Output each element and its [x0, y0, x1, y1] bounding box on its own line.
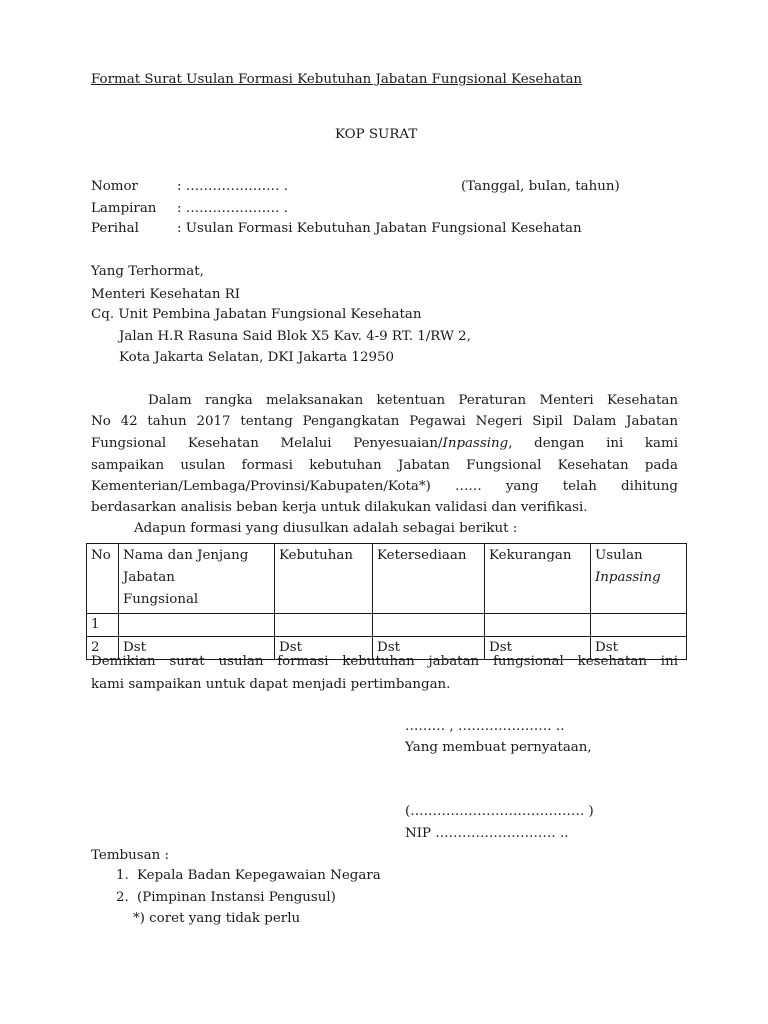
salutation: Yang Terhormat,: [91, 264, 204, 279]
signature-place-date: ……… , ………………… ..: [405, 719, 565, 734]
tembusan-item-1: Kepala Badan Kepegawaian Negara: [137, 868, 381, 883]
body-line-6: berdasarkan analisis beban kerja untuk dilakukan validasi dan verifikasi.: [91, 500, 588, 515]
header-usulan: [591, 544, 687, 614]
formasi-table: [86, 543, 687, 660]
signature-name: (………………………………… ): [405, 804, 594, 819]
body-paragraph-2: Adapun formasi yang diusulkan adalah sebagai berikut :: [134, 521, 518, 536]
recipient-unit: Cq. Unit Pembina Jabatan Fungsional Kesehatan: [91, 307, 422, 322]
header-usulan-l2: Inpassing: [595, 570, 661, 585]
nomor-label: Nomor: [91, 179, 138, 194]
perihal-value: : Usulan Formasi Kebutuhan Jabatan Fungsional Kesehatan: [177, 221, 582, 236]
document-title: Format Surat Usulan Formasi Kebutuhan Jabatan Fungsional Kesehatan: [91, 72, 583, 87]
body-line-2: No 42 tahun 2017 tentang Pengangkatan Pegawai Negeri Sipil Dalam Jabatan: [91, 414, 678, 429]
closing-line-2: kami sampaikan untuk dapat menjadi pertimbangan.: [91, 677, 451, 692]
tembusan-item-2: (Pimpinan Instansi Pengusul): [137, 890, 336, 905]
header-nama-l1: Nama dan Jenjang: [123, 548, 249, 563]
row-usulan: [591, 614, 687, 637]
header-nama: [119, 544, 275, 614]
row-ketersediaan: [373, 614, 485, 637]
row-kebutuhan: Dst: [275, 637, 373, 660]
nomor-value: : ………………… .: [177, 179, 289, 194]
lampiran-value: : ………………… .: [177, 201, 289, 216]
row-nama: Dst: [119, 637, 275, 660]
body-line-3a: Fungsional Kesehatan Melalui Penyesuaian/: [91, 436, 443, 451]
header-nama-l2: Jabatan: [123, 570, 175, 585]
perihal-label: Perihal: [91, 221, 139, 236]
closing-line-1: Demikian surat usulan formasi kebutuhan jabatan fungsional kesehatan ini: [91, 654, 678, 669]
signature-nip: NIP ……………………… ..: [405, 826, 569, 841]
row-nama: [119, 614, 275, 637]
tembusan-label: Tembusan :: [91, 848, 169, 863]
row-kekurangan: Dst: [485, 637, 591, 660]
body-line-4: sampaikan usulan formasi kebutuhan Jabatan Fungsional Kesehatan pada: [91, 458, 678, 473]
header-kebutuhan: Kebutuhan: [275, 544, 373, 614]
recipient-street: Jalan H.R Rasuna Said Blok X5 Kav. 4-9 RT. 1/RW 2,: [119, 329, 471, 344]
body-line-3: [91, 436, 678, 451]
row-usulan: Dst: [591, 637, 687, 660]
recipient: Menteri Kesehatan RI: [91, 287, 241, 302]
body-line-1: Dalam rangka melaksanakan ketentuan Peraturan Menteri Kesehatan: [148, 393, 678, 408]
inpassing-text: Inpassing: [442, 436, 509, 451]
row-kekurangan: [485, 614, 591, 637]
tembusan-number-1: 1.: [116, 868, 129, 883]
row-ketersediaan: Dst: [373, 637, 485, 660]
kop-surat: KOP SURAT: [335, 127, 418, 142]
table-header-row: [87, 544, 687, 614]
body-line-3c: , dengan ini kami: [508, 436, 678, 451]
body-line-5: Kementerian/Lembaga/Provinsi/Kabupaten/Kota*) …… yang telah dihitung: [91, 479, 678, 494]
row-no: 1: [87, 614, 119, 637]
signature-role: Yang membuat pernyataan,: [405, 740, 592, 755]
tembusan-number-2: 2.: [116, 890, 129, 905]
row-no: 2: [87, 637, 119, 660]
header-no: No: [87, 544, 119, 614]
header-ketersediaan: Ketersediaan: [373, 544, 485, 614]
header-kekurangan: Kekurangan: [485, 544, 591, 614]
header-nama-l3: Fungsional: [123, 592, 199, 607]
table-row: [87, 614, 687, 637]
date-placeholder: (Tanggal, bulan, tahun): [461, 179, 620, 194]
recipient-city: Kota Jakarta Selatan, DKI Jakarta 12950: [119, 350, 395, 365]
lampiran-label: Lampiran: [91, 201, 157, 216]
row-kebutuhan: [275, 614, 373, 637]
header-usulan-l1: Usulan: [595, 548, 643, 563]
tembusan-note: *) coret yang tidak perlu: [133, 911, 301, 926]
